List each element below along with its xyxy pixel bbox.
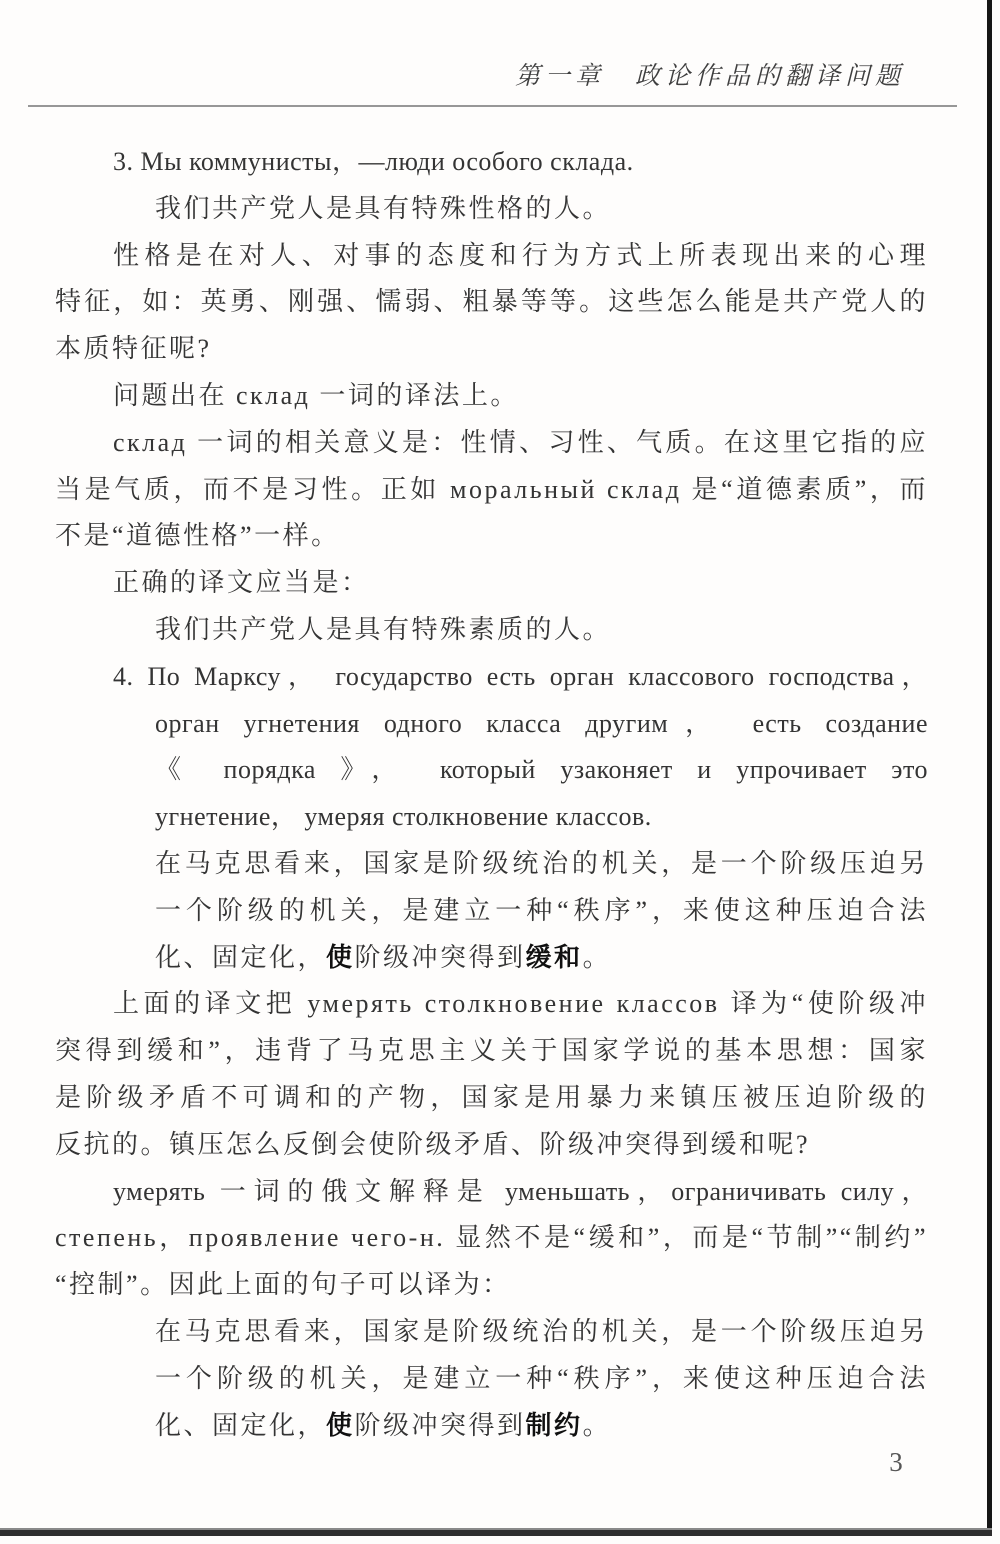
text-line [55, 186, 928, 233]
text-segment: склад 一词的相关意义是：性情、习性、气质。在这里它指的应 [113, 427, 928, 457]
text-segment: умерять 一词的俄文解释是 уменьшать，ограничивать силу， [113, 1176, 928, 1206]
text-line [55, 747, 928, 794]
text-segment: 特征，如：英勇、刚强、懦弱、粗暴等等。这些怎么能是共产党人的 [55, 287, 928, 317]
text-segment: 反抗的。镇压怎么反倒会使阶级矛盾、阶级冲突得到缓和呢? [55, 1129, 811, 1159]
emphasized-term: 缓和 [525, 942, 583, 972]
text-segment: угнетение， умеряя столкновение классов. [155, 802, 652, 832]
text-line [55, 981, 928, 1028]
text-line [55, 560, 928, 607]
text-segment: 突得到缓和”，违背了马克思主义关于国家学说的基本思想：国家 [55, 1036, 928, 1066]
page-body [55, 139, 928, 1449]
text-segment: 我们共产党人是具有特殊性格的人。 [155, 193, 612, 223]
text-line [55, 607, 928, 654]
emphasized-term: 制约 [525, 1410, 583, 1440]
text-segment: 阶级冲突得到 [354, 942, 526, 972]
text-segment: 3. Мы коммунисты，—люди особого склада. [113, 147, 634, 176]
text-line [55, 841, 928, 888]
text-segment: 性格是在对人、对事的态度和行为方式上所表现出来的心理 [113, 240, 928, 270]
text-segment: 我们共产党人是具有特殊素质的人。 [155, 614, 612, 644]
text-line [55, 1356, 928, 1403]
text-segment: 。 [582, 1410, 612, 1440]
text-line [55, 935, 928, 982]
text-segment: 正确的译文应当是： [113, 568, 370, 598]
text-line [55, 1122, 928, 1169]
text-line [55, 1169, 928, 1216]
header-rule [28, 105, 957, 107]
text-segment: 在马克思看来，国家是阶级统治的机关，是一个阶级压迫另 [155, 848, 928, 878]
text-segment: 当是气质，而不是习性。正如 моральный склад 是“道德素质”，而 [55, 474, 928, 504]
text-segment: 《 порядка 》， который узаконяет и упрочивает это [155, 755, 928, 785]
text-line [55, 467, 928, 514]
scan-edge-bottom [0, 1530, 992, 1536]
text-line [55, 1075, 928, 1122]
scan-edge-right [987, 0, 992, 1536]
emphasized-term: 使 [326, 1410, 355, 1440]
text-line [55, 888, 928, 935]
text-segment: 是阶级矛盾不可调和的产物，国家是用暴力来镇压被压迫阶级的 [55, 1082, 928, 1112]
text-line [55, 701, 928, 748]
text-segment: 本质特征呢? [55, 334, 212, 364]
text-line [55, 1309, 928, 1356]
text-line [55, 654, 928, 701]
text-segment: 不是“道德性格”一样。 [55, 521, 340, 551]
text-line [55, 513, 928, 560]
text-segment: 阶级冲突得到 [354, 1410, 526, 1440]
text-segment: орган угнетения одного класса другим， есть создание [155, 708, 928, 738]
text-line [55, 279, 928, 326]
text-line [55, 326, 928, 373]
emphasized-term: 使 [326, 942, 355, 972]
text-segment: 4. По Марксу， государство есть орган классового господства， [113, 661, 928, 691]
chapter-header: 第一章 政论作品的翻译问题 [514, 63, 905, 90]
text-line [55, 1028, 928, 1075]
text-line [55, 1262, 928, 1309]
text-line [55, 1403, 928, 1450]
text-segment: 上面的译文把 умерять столкновение классов 译为“使阶级冲 [113, 989, 928, 1019]
text-segment: степень，проявление чего-н. 显然不是“缓和”，而是“节制”“制约” [55, 1223, 928, 1253]
text-line [55, 794, 928, 841]
text-segment: 。 [582, 942, 612, 972]
text-segment: 化、固定化， [155, 1410, 327, 1440]
text-segment: 化、固定化， [155, 942, 327, 972]
text-line [55, 420, 928, 467]
text-line [55, 373, 928, 420]
text-line [55, 1215, 928, 1262]
page-number: 3 [889, 1447, 903, 1477]
text-segment: 一个阶级的机关，是建立一种“秩序”，来使这种压迫合法 [155, 1363, 928, 1393]
text-line [55, 139, 928, 186]
text-segment: 问题出在 склад 一词的译法上。 [113, 380, 519, 410]
text-segment: 一个阶级的机关，是建立一种“秩序”，来使这种压迫合法 [155, 895, 928, 925]
text-line [55, 233, 928, 280]
text-segment: 在马克思看来，国家是阶级统治的机关，是一个阶级压迫另 [155, 1316, 928, 1346]
text-segment: “控制”。因此上面的句子可以译为： [55, 1270, 511, 1300]
